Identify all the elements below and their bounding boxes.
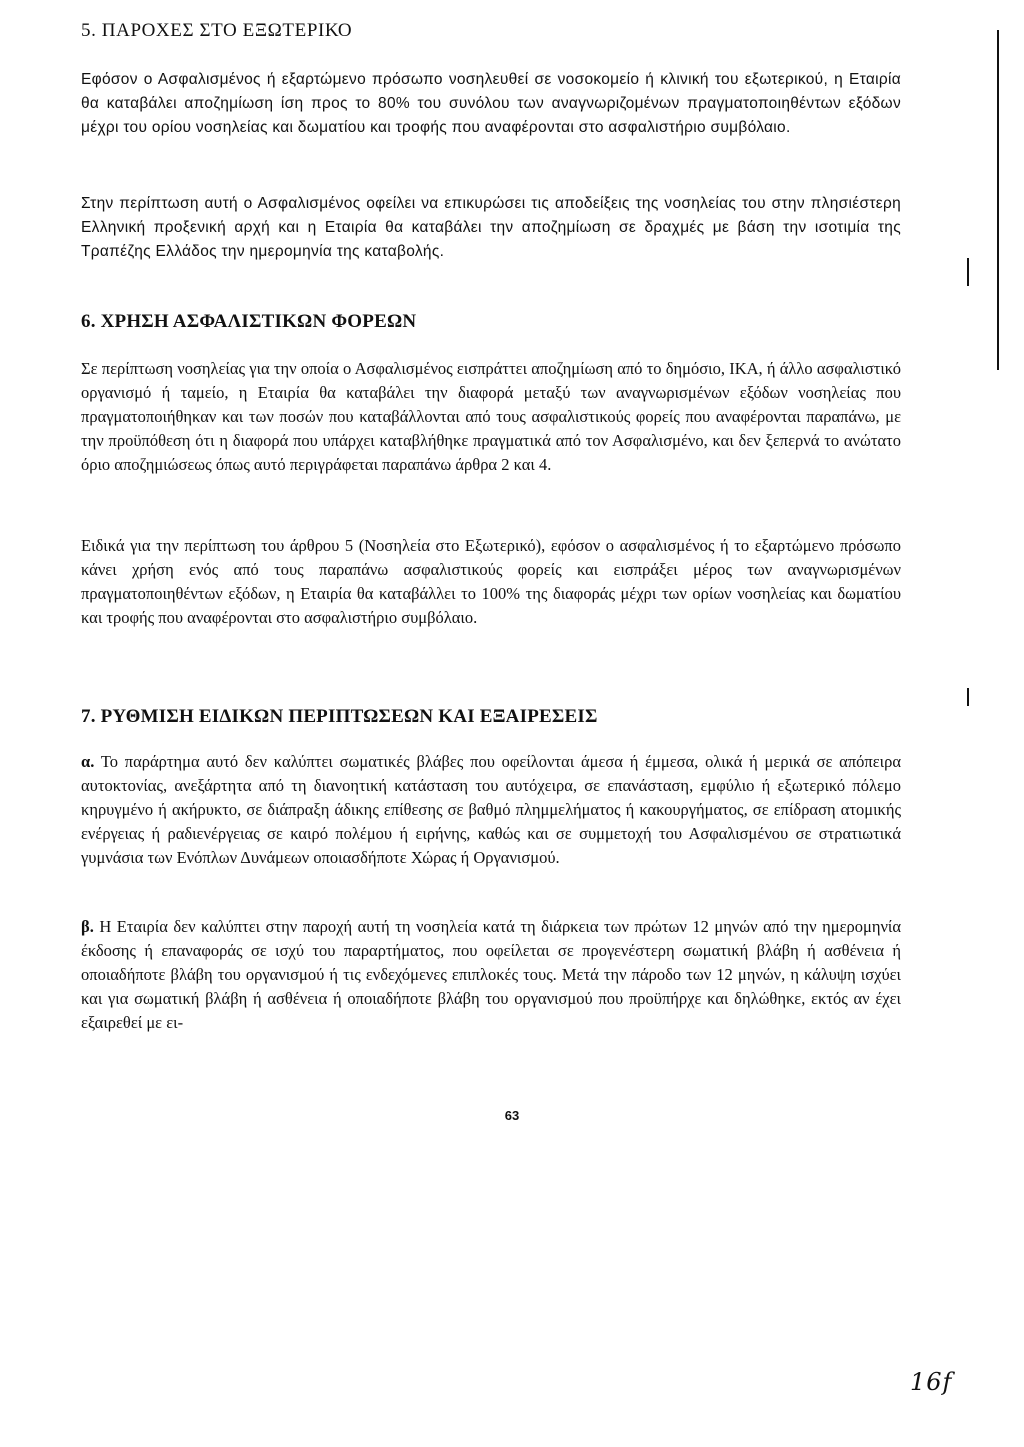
- margin-rule-small: [967, 258, 969, 286]
- handwritten-page-mark: 16f: [910, 1368, 953, 1396]
- section-6-paragraph-1: Σε περίπτωση νοσηλείας για την οποία ο Ασφαλισμένος εισπράττει αποζημίωση από το δημόσιο, ΙΚΑ, ή άλλο ασφαλιστικό οργανισμό ή ταμείο, η Εταιρία θα καταβάλει την διαφορά μεταξύ των αναγνωρισμένων εξόδων νοσηλείας που πραγματοποιήθηκαν και των ποσών που καταβάλλονται από τους ασφαλιστικούς φορείς που αναφέρονται παραπάνω, με την προϋπόθεση ότι η διαφορά που υπάρχει καταβλήθηκε πραγματικά από τον Ασφαλισμένο, και δεν ξεπερνά το ανώτατο όριο αποζημιώσεως όπως αυτό περιγράφεται παραπάνω άρθρα 2 και 4.: [81, 359, 901, 474]
- margin-rule-upper: [997, 30, 999, 370]
- section-5-paragraph-1: Εφόσον ο Ασφαλισμένος ή εξαρτώμενο πρόσωπο νοσηλευθεί σε νοσοκομείο ή κλινική του εξωτερικού, η Εταιρία θα καταβάλει αποζημίωση ίση προς το 80% του συνόλου των αναγνωριζομένων πραγματοποιηθέντων εξόδων μέχρι του ορίου νοσηλείας και δωματίου και τροφής που αναφέρονται στο ασφαλιστήριο συμβόλαιο.: [81, 71, 901, 136]
- section-6-paragraph-2: Ειδικά για την περίπτωση του άρθρου 5 (Νοσηλεία στο Εξωτερικό), εφόσον ο ασφαλισμένος ή το εξαρτώμενο πρόσωπο κάνει χρήση ενός από τους παραπάνω ασφαλιστικούς φορείς και εισπράξει μέρος των αναγνωρισμένων πραγματοποιηθέντων εξόδων, η Εταιρία θα καταβάλλει το 100% της διαφοράς μέχρι των ορίων νοσηλείας και δωματίου και τροφής που αναφέρονται στο ασφαλιστήριο συμβόλαιο.: [81, 536, 901, 627]
- section-7-item-b: [81, 915, 901, 1035]
- item-b-label: β.: [81, 917, 94, 936]
- section-7-heading: 7. ΡΥΘΜΙΣΗ ΕΙΔΙΚΩΝ ΠΕΡΙΠΤΩΣΕΩΝ ΚΑΙ ΕΞΑΙΡΕΣΕΙΣ: [81, 706, 598, 727]
- item-a-label: α.: [81, 752, 95, 771]
- item-a-text: Το παράρτημα αυτό δεν καλύπτει σωματικές βλάβες που οφείλονται άμεσα ή έμμεσα, ολικά ή μερικά σε απόπειρα αυτοκτονίας, ανεξάρτητα από τη διανοητική κατάσταση του αυτόχειρα, σε επανάσταση, εμφύλιο ή εξωτερικό πόλεμο κηρυγμένο ή ακήρυκτο, σε διάπραξη άδικης επίθεσης σε βαθμό πλημμελήματος ή κακουργήματος, σε επίδραση ατομικής ενέργειας ή ραδιενέργειας σε καιρό πολέμου ή ειρήνης, καθώς και σε συμμετοχή του Ασφαλισμένου σε στρατιωτικά γυμνάσια των Ενόπλων Δυνάμεων οποιασδήποτε Χώρας ή Οργανισμού.: [81, 752, 901, 867]
- section-5-paragraph-2: Στην περίπτωση αυτή ο Ασφαλισμένος οφείλει να επικυρώσει τις αποδείξεις της νοσηλείας του στην πλησιέστερη Ελληνική προξενική αρχή και η Εταιρία θα καταβάλει την αποζημίωση σε δραχμές με βάση την ισοτιμία της Τραπέζης Ελλάδος την ημερομηνία της καταβολής.: [81, 195, 901, 260]
- margin-rule-lower: [967, 688, 969, 706]
- page-number: 63: [504, 1108, 520, 1123]
- section-7-item-a: [81, 750, 901, 870]
- item-b-text: Η Εταιρία δεν καλύπτει στην παροχή αυτή τη νοσηλεία κατά τη διάρκεια των πρώτων 12 μηνών από την ημερομηνία έκδοσης ή επαναφοράς σε ισχύ του παραρτήματος, που οφείλεται σε προγενέστερη σωματική βλάβη ή ασθένεια ή οποιαδήποτε βλάβη του οργανισμού ή τις ενδεχόμενες επιπλοκές τους. Μετά την πάροδο των 12 μηνών, η κάλυψη ισχύει και για σωματική βλάβη ή ασθένεια ή οποιαδήποτε βλάβη του οργανισμού που προϋπήρχε και δηλώθηκε, εκτός αν έχει εξαιρεθεί με ει-: [81, 917, 901, 1032]
- section-6-heading: 6. ΧΡΗΣΗ ΑΣΦΑΛΙΣΤΙΚΩΝ ΦΟΡΕΩΝ: [81, 311, 417, 332]
- section-5-heading: 5. ΠΑΡΟΧΕΣ ΣΤΟ ΕΞΩΤΕΡΙΚΟ: [81, 20, 353, 41]
